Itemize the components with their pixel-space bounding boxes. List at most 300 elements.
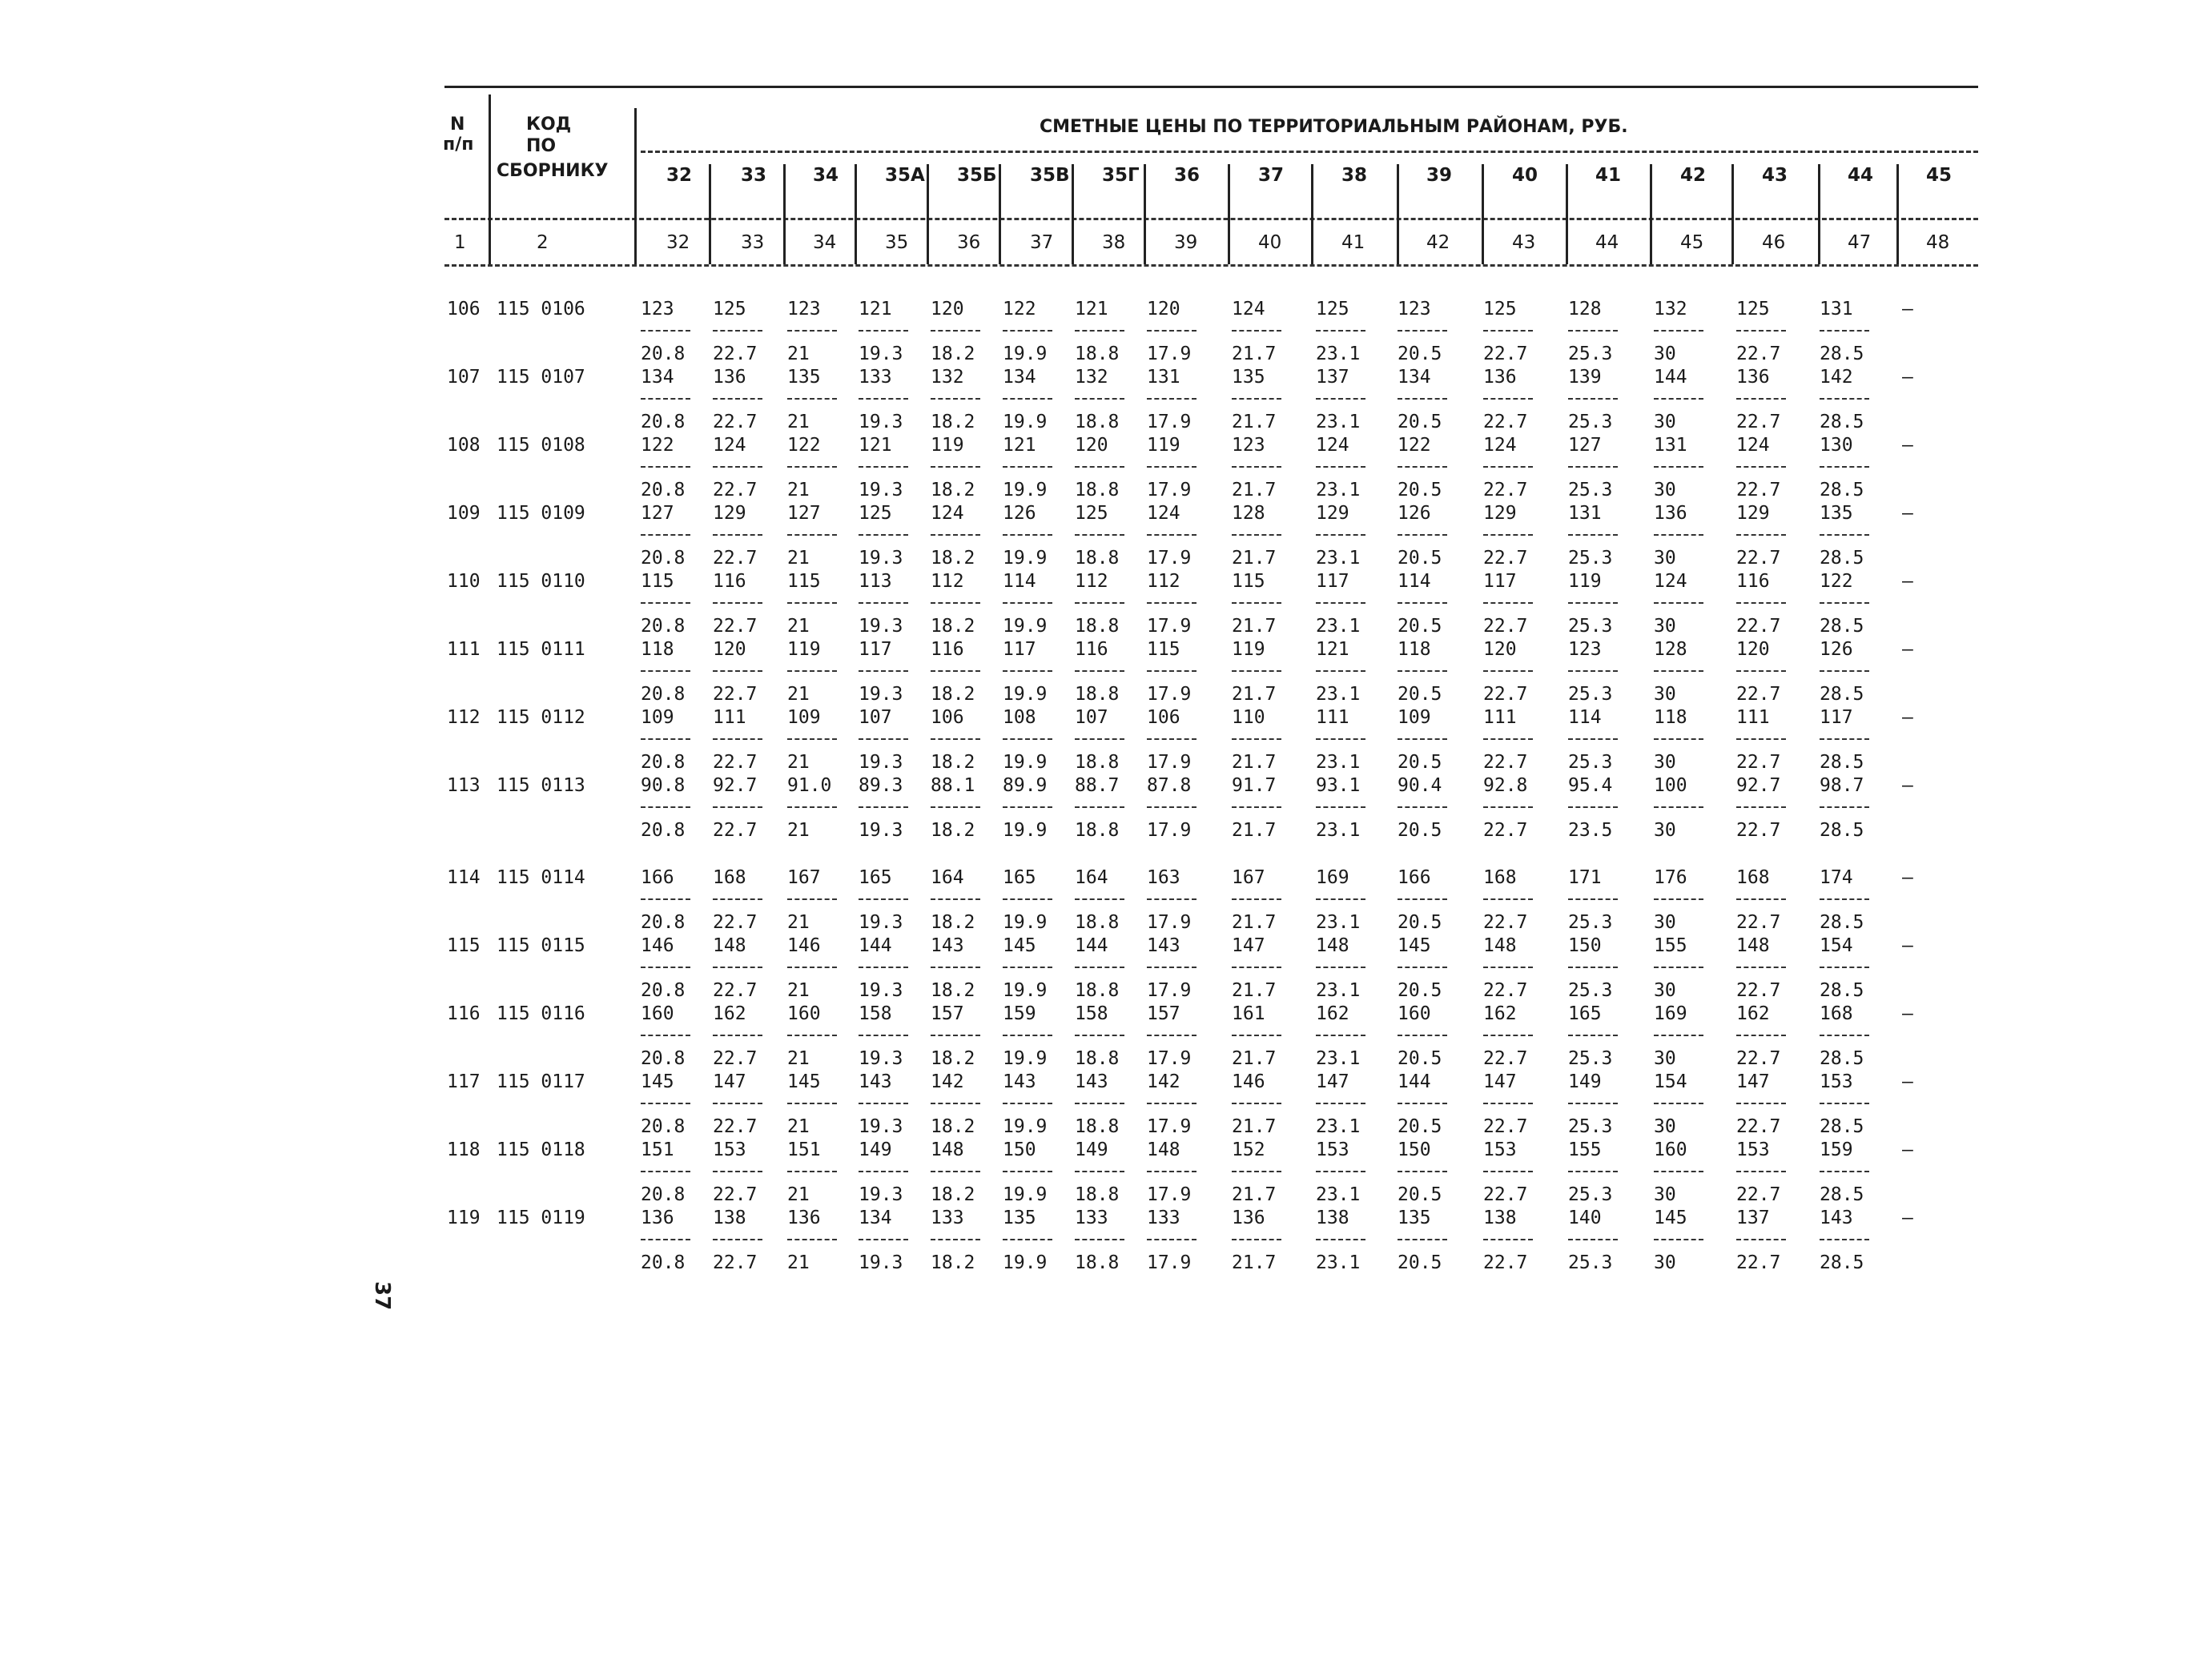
fraction-line <box>1820 1239 1869 1240</box>
fraction-line <box>1654 1171 1703 1172</box>
fraction-line <box>931 1171 980 1172</box>
price-value: 135 <box>1003 1208 1036 1228</box>
price-value: 112 <box>1147 571 1180 592</box>
price-value: 160 <box>1398 1003 1431 1024</box>
index-value: 19.3 <box>859 412 903 432</box>
price-value: 168 <box>1483 867 1517 888</box>
fraction-line <box>713 1103 762 1104</box>
prices-header-title: СМЕТНЫЕ ЦЕНЫ ПО ТЕРРИТОРИАЛЬНЫМ РАЙОНАМ, РУБ. <box>1040 117 1628 137</box>
region-col-divider <box>783 164 786 264</box>
fraction-line <box>1232 1035 1281 1036</box>
region-column-header: 32 <box>666 165 693 186</box>
index-value: 17.9 <box>1147 344 1192 364</box>
num-header-line2: п/п <box>443 135 474 155</box>
price-value: 143 <box>1820 1208 1853 1228</box>
price-value: 119 <box>1147 435 1180 456</box>
row-number: 108 <box>447 435 481 456</box>
price-value: 157 <box>1147 1003 1180 1024</box>
fraction-line <box>787 806 837 808</box>
price-value: 138 <box>1316 1208 1349 1228</box>
index-value: 25.3 <box>1568 1184 1613 1205</box>
price-value: 143 <box>859 1071 892 1092</box>
fraction-line <box>1316 534 1365 536</box>
index-value: 17.9 <box>1147 684 1192 705</box>
fraction-line <box>1736 534 1786 536</box>
index-value: 21.7 <box>1232 1116 1277 1137</box>
index-value: 23.1 <box>1316 412 1361 432</box>
fraction-line <box>1232 602 1281 604</box>
price-value: 117 <box>1003 639 1036 660</box>
fraction-line <box>931 738 980 740</box>
price-value: 92.7 <box>1736 775 1781 796</box>
index-column-number: 45 <box>1680 232 1704 253</box>
fraction-line <box>1820 738 1869 740</box>
top-rule <box>444 86 1978 88</box>
fraction-line <box>1075 1239 1124 1240</box>
price-value: 114 <box>1568 707 1602 728</box>
index-value: 21.7 <box>1232 980 1277 1001</box>
index-value: 30 <box>1654 480 1676 500</box>
index-column-number: 44 <box>1595 232 1619 253</box>
price-value: 113 <box>859 571 892 592</box>
index-value: 25.3 <box>1568 1048 1613 1069</box>
price-value: 134 <box>1003 367 1036 388</box>
fraction-line <box>1316 670 1365 672</box>
price-value: 147 <box>1316 1071 1349 1092</box>
row-number: 109 <box>447 503 481 524</box>
index-value: 25.3 <box>1568 344 1613 364</box>
fraction-line <box>1483 806 1533 808</box>
price-value: 164 <box>1075 867 1108 888</box>
fraction-line <box>1398 1103 1447 1104</box>
price-value: 123 <box>1568 639 1602 660</box>
index-column-number: 35 <box>885 232 909 253</box>
fraction-line <box>1736 330 1786 332</box>
fraction-line <box>1568 330 1618 332</box>
region-column-header: 40 <box>1512 165 1538 186</box>
fraction-line <box>1654 398 1703 400</box>
index-value: 20.5 <box>1398 1116 1442 1137</box>
fraction-line <box>1568 1239 1618 1240</box>
price-value: 125 <box>1316 299 1349 320</box>
index-value: 18.2 <box>931 616 975 637</box>
index-value: 25.3 <box>1568 1252 1613 1273</box>
index-value: 17.9 <box>1147 1252 1192 1273</box>
fraction-line <box>1147 398 1196 400</box>
index-value: 22.7 <box>1483 912 1528 933</box>
index-value: 20.8 <box>641 820 686 841</box>
index-value: 28.5 <box>1820 820 1864 841</box>
index-value: 17.9 <box>1147 1048 1192 1069</box>
price-value: 109 <box>641 707 674 728</box>
index-value: 19.3 <box>859 1184 903 1205</box>
num-header-line1: N <box>450 115 465 135</box>
fraction-line <box>1232 738 1281 740</box>
index-value: 28.5 <box>1820 344 1864 364</box>
fraction-line <box>1654 534 1703 536</box>
price-value: – <box>1902 867 1913 888</box>
fraction-line <box>713 602 762 604</box>
index-value: 18.2 <box>931 344 975 364</box>
price-value: 111 <box>1483 707 1517 728</box>
price-value: 134 <box>859 1208 892 1228</box>
region-col-divider <box>1144 164 1146 264</box>
fraction-line <box>1568 602 1618 604</box>
fraction-line <box>1147 738 1196 740</box>
index-value: 18.8 <box>1075 1184 1120 1205</box>
price-value: 87.8 <box>1147 775 1192 796</box>
index-value: 22.7 <box>1736 820 1781 841</box>
fraction-line <box>1398 466 1447 468</box>
price-value: 131 <box>1147 367 1180 388</box>
fraction-line <box>1820 670 1869 672</box>
price-value: 142 <box>1820 367 1853 388</box>
region-column-header: 38 <box>1341 165 1368 186</box>
price-value: 122 <box>1398 435 1431 456</box>
index-value: 20.5 <box>1398 344 1442 364</box>
row-number: 118 <box>447 1139 481 1160</box>
index-value: 25.3 <box>1568 480 1613 500</box>
price-value: – <box>1902 775 1913 796</box>
fraction-line <box>1147 670 1196 672</box>
price-value: 121 <box>1075 299 1108 320</box>
fraction-line <box>1003 534 1052 536</box>
region-col-divider <box>855 164 857 264</box>
index-column-number: 43 <box>1512 232 1536 253</box>
index-value: 18.2 <box>931 412 975 432</box>
price-value: 166 <box>641 867 674 888</box>
fraction-line <box>931 898 980 900</box>
price-value: 163 <box>1147 867 1180 888</box>
price-value: 144 <box>859 935 892 956</box>
fraction-line <box>1147 330 1196 332</box>
price-value: 131 <box>1820 299 1853 320</box>
index-value: 22.7 <box>1736 616 1781 637</box>
price-value: 140 <box>1568 1208 1602 1228</box>
fraction-line <box>787 466 837 468</box>
fraction-line <box>1568 670 1618 672</box>
row-number: 111 <box>447 639 481 660</box>
price-value: 115 <box>1232 571 1265 592</box>
fraction-line <box>1483 1171 1533 1172</box>
price-value: – <box>1902 935 1913 956</box>
price-value: 151 <box>787 1139 821 1160</box>
fraction-line <box>713 1171 762 1172</box>
fraction-line <box>1654 967 1703 968</box>
price-value: 131 <box>1568 503 1602 524</box>
price-value: 155 <box>1654 935 1687 956</box>
fraction-line <box>931 670 980 672</box>
price-value: 135 <box>787 367 821 388</box>
index-value: 19.3 <box>859 980 903 1001</box>
index-value: 19.9 <box>1003 752 1048 773</box>
index-value: 17.9 <box>1147 980 1192 1001</box>
index-value: 19.3 <box>859 684 903 705</box>
price-value: – <box>1902 299 1913 320</box>
fraction-line <box>641 806 690 808</box>
fraction-line <box>1398 1035 1447 1036</box>
row-code: 115 0115 <box>497 935 585 956</box>
price-value: 92.8 <box>1483 775 1528 796</box>
index-value: 22.7 <box>713 1048 758 1069</box>
index-value: 19.3 <box>859 820 903 841</box>
fraction-line <box>787 602 837 604</box>
code-header-line3: СБОРНИКУ <box>497 161 609 181</box>
fraction-line <box>1820 534 1869 536</box>
index-value: 22.7 <box>1483 1184 1528 1205</box>
fraction-line <box>1316 967 1365 968</box>
index-value: 18.8 <box>1075 820 1120 841</box>
fraction-line <box>1398 670 1447 672</box>
fraction-line <box>1820 398 1869 400</box>
index-value: 18.8 <box>1075 1252 1120 1273</box>
price-value: 127 <box>787 503 821 524</box>
price-value: 145 <box>1398 935 1431 956</box>
fraction-line <box>1147 806 1196 808</box>
price-value: 106 <box>931 707 964 728</box>
price-value: 118 <box>1398 639 1431 660</box>
index-value: 21.7 <box>1232 344 1277 364</box>
fraction-line <box>859 466 908 468</box>
fraction-line <box>1075 1035 1124 1036</box>
price-value: 129 <box>1316 503 1349 524</box>
price-value: 89.3 <box>859 775 903 796</box>
price-value: 114 <box>1398 571 1431 592</box>
fraction-line <box>1398 1239 1447 1240</box>
fraction-line <box>713 806 762 808</box>
index-value: 20.8 <box>641 412 686 432</box>
index-value: 20.5 <box>1398 980 1442 1001</box>
fraction-line <box>1232 1239 1281 1240</box>
index-value: 18.8 <box>1075 480 1120 500</box>
fraction-line <box>1736 738 1786 740</box>
price-value: 138 <box>713 1208 746 1228</box>
fraction-line <box>1736 670 1786 672</box>
fraction-line <box>859 330 908 332</box>
price-value: 120 <box>1736 639 1770 660</box>
fraction-line <box>1147 967 1196 968</box>
index-value: 19.9 <box>1003 1116 1048 1137</box>
index-value: 23.1 <box>1316 980 1361 1001</box>
index-value: 23.1 <box>1316 752 1361 773</box>
price-value: 109 <box>1398 707 1431 728</box>
index-value: 20.8 <box>641 1184 686 1205</box>
index-value: 22.7 <box>1483 684 1528 705</box>
price-value: 120 <box>1075 435 1108 456</box>
index-value: 25.3 <box>1568 616 1613 637</box>
index-value: 20.5 <box>1398 548 1442 569</box>
header-bar-code <box>634 108 637 264</box>
row-code: 115 0109 <box>497 503 585 524</box>
index-value: 30 <box>1654 344 1676 364</box>
region-column-header: 34 <box>813 165 839 186</box>
header-index-rule <box>444 218 1978 220</box>
price-value: 132 <box>931 367 964 388</box>
index-value: 22.7 <box>1736 412 1781 432</box>
index-column-number: 33 <box>741 232 765 253</box>
index-value: 30 <box>1654 1116 1676 1137</box>
fraction-line <box>1820 602 1869 604</box>
row-code: 115 0111 <box>497 639 585 660</box>
price-value: 153 <box>1483 1139 1517 1160</box>
region-column-header: 42 <box>1680 165 1707 186</box>
price-value: 122 <box>641 435 674 456</box>
index-value: 19.3 <box>859 480 903 500</box>
price-value: 138 <box>1483 1208 1517 1228</box>
price-value: 98.7 <box>1820 775 1864 796</box>
index-value: 21.7 <box>1232 412 1277 432</box>
price-value: 136 <box>1483 367 1517 388</box>
region-col-divider <box>1397 164 1399 264</box>
region-col-divider <box>1482 164 1484 264</box>
fraction-line <box>1316 1239 1365 1240</box>
index-value: 22.7 <box>1736 1252 1781 1273</box>
fraction-line <box>1568 398 1618 400</box>
fraction-line <box>641 738 690 740</box>
price-value: 117 <box>1316 571 1349 592</box>
row-number: 110 <box>447 571 481 592</box>
price-value: 162 <box>713 1003 746 1024</box>
index-value: 19.9 <box>1003 912 1048 933</box>
index-value: 23.1 <box>1316 1252 1361 1273</box>
price-value: 122 <box>1820 571 1853 592</box>
index-value: 22.7 <box>1736 1116 1781 1137</box>
index-value: 20.5 <box>1398 820 1442 841</box>
index-value: 21.7 <box>1232 616 1277 637</box>
index-value: 28.5 <box>1820 480 1864 500</box>
price-value: 147 <box>1736 1071 1770 1092</box>
index-value: 28.5 <box>1820 1252 1864 1273</box>
price-value: 154 <box>1820 935 1853 956</box>
price-value: 147 <box>1232 935 1265 956</box>
index-value: 21 <box>787 912 810 933</box>
price-value: 92.7 <box>713 775 758 796</box>
index-value: 17.9 <box>1147 1116 1192 1137</box>
index-value: 30 <box>1654 1184 1676 1205</box>
price-value: 106 <box>1147 707 1180 728</box>
price-value: 150 <box>1003 1139 1036 1160</box>
fraction-line <box>1820 967 1869 968</box>
fraction-line <box>787 898 837 900</box>
price-value: 169 <box>1316 867 1349 888</box>
index-value: 22.7 <box>1483 616 1528 637</box>
index-value: 21.7 <box>1232 1184 1277 1205</box>
index-value: 17.9 <box>1147 752 1192 773</box>
region-col-divider <box>1566 164 1568 264</box>
fraction-line <box>1316 1103 1365 1104</box>
price-value: 116 <box>931 639 964 660</box>
price-value: 114 <box>1003 571 1036 592</box>
fraction-line <box>1820 806 1869 808</box>
index-col-2: 2 <box>537 232 549 253</box>
row-code: 115 0110 <box>497 571 585 592</box>
price-value: 111 <box>713 707 746 728</box>
fraction-line <box>787 670 837 672</box>
price-value: 123 <box>1398 299 1431 320</box>
fraction-line <box>1398 534 1447 536</box>
index-value: 22.7 <box>1483 1252 1528 1273</box>
fraction-line <box>787 1103 837 1104</box>
index-value: 22.7 <box>1736 1184 1781 1205</box>
fraction-line <box>787 967 837 968</box>
fraction-line <box>1003 806 1052 808</box>
index-value: 22.7 <box>1483 480 1528 500</box>
fraction-line <box>1654 602 1703 604</box>
price-value: 110 <box>1232 707 1265 728</box>
fraction-line <box>641 534 690 536</box>
fraction-line <box>1147 1239 1196 1240</box>
price-value: 123 <box>641 299 674 320</box>
price-value: 154 <box>1654 1071 1687 1092</box>
fraction-line <box>1232 898 1281 900</box>
price-value: 90.4 <box>1398 775 1442 796</box>
fraction-line <box>1147 898 1196 900</box>
fraction-line <box>1075 466 1124 468</box>
code-header-line1: КОД <box>526 115 572 135</box>
index-value: 28.5 <box>1820 616 1864 637</box>
fraction-line <box>1398 967 1447 968</box>
index-value: 20.5 <box>1398 684 1442 705</box>
index-value: 22.7 <box>713 820 758 841</box>
fraction-line <box>1316 738 1365 740</box>
fraction-line <box>1820 466 1869 468</box>
fraction-line <box>1003 898 1052 900</box>
index-value: 22.7 <box>1483 1116 1528 1137</box>
fraction-line <box>1568 738 1618 740</box>
price-value: 149 <box>1075 1139 1108 1160</box>
index-value: 22.7 <box>713 548 758 569</box>
index-value: 20.8 <box>641 980 686 1001</box>
index-value: 22.7 <box>1736 752 1781 773</box>
price-value: 144 <box>1398 1071 1431 1092</box>
price-value: 157 <box>931 1003 964 1024</box>
fraction-line <box>1398 738 1447 740</box>
price-value: 126 <box>1003 503 1036 524</box>
price-value: 150 <box>1568 935 1602 956</box>
index-value: 30 <box>1654 912 1676 933</box>
price-value: 121 <box>1003 435 1036 456</box>
price-value: 130 <box>1820 435 1853 456</box>
price-value: – <box>1902 503 1913 524</box>
index-value: 28.5 <box>1820 980 1864 1001</box>
fraction-line <box>713 534 762 536</box>
index-value: 19.3 <box>859 752 903 773</box>
index-value: 18.2 <box>931 1116 975 1137</box>
fraction-line <box>1147 1103 1196 1104</box>
fraction-line <box>931 1035 980 1036</box>
price-value: 148 <box>1736 935 1770 956</box>
index-value: 23.1 <box>1316 1184 1361 1205</box>
fraction-line <box>1736 602 1786 604</box>
price-value: 126 <box>1398 503 1431 524</box>
price-value: 115 <box>787 571 821 592</box>
price-value: 91.7 <box>1232 775 1277 796</box>
fraction-line <box>641 967 690 968</box>
row-code: 115 0119 <box>497 1208 585 1228</box>
fraction-line <box>1316 1035 1365 1036</box>
price-value: 133 <box>1147 1208 1180 1228</box>
fraction-line <box>713 738 762 740</box>
price-value: 116 <box>1075 639 1108 660</box>
price-value: 143 <box>1003 1071 1036 1092</box>
price-value: 142 <box>1147 1071 1180 1092</box>
price-value: 150 <box>1398 1139 1431 1160</box>
fraction-line <box>713 670 762 672</box>
fraction-line <box>1316 602 1365 604</box>
fraction-line <box>1398 602 1447 604</box>
price-value: 126 <box>1820 639 1853 660</box>
index-value: 28.5 <box>1820 412 1864 432</box>
